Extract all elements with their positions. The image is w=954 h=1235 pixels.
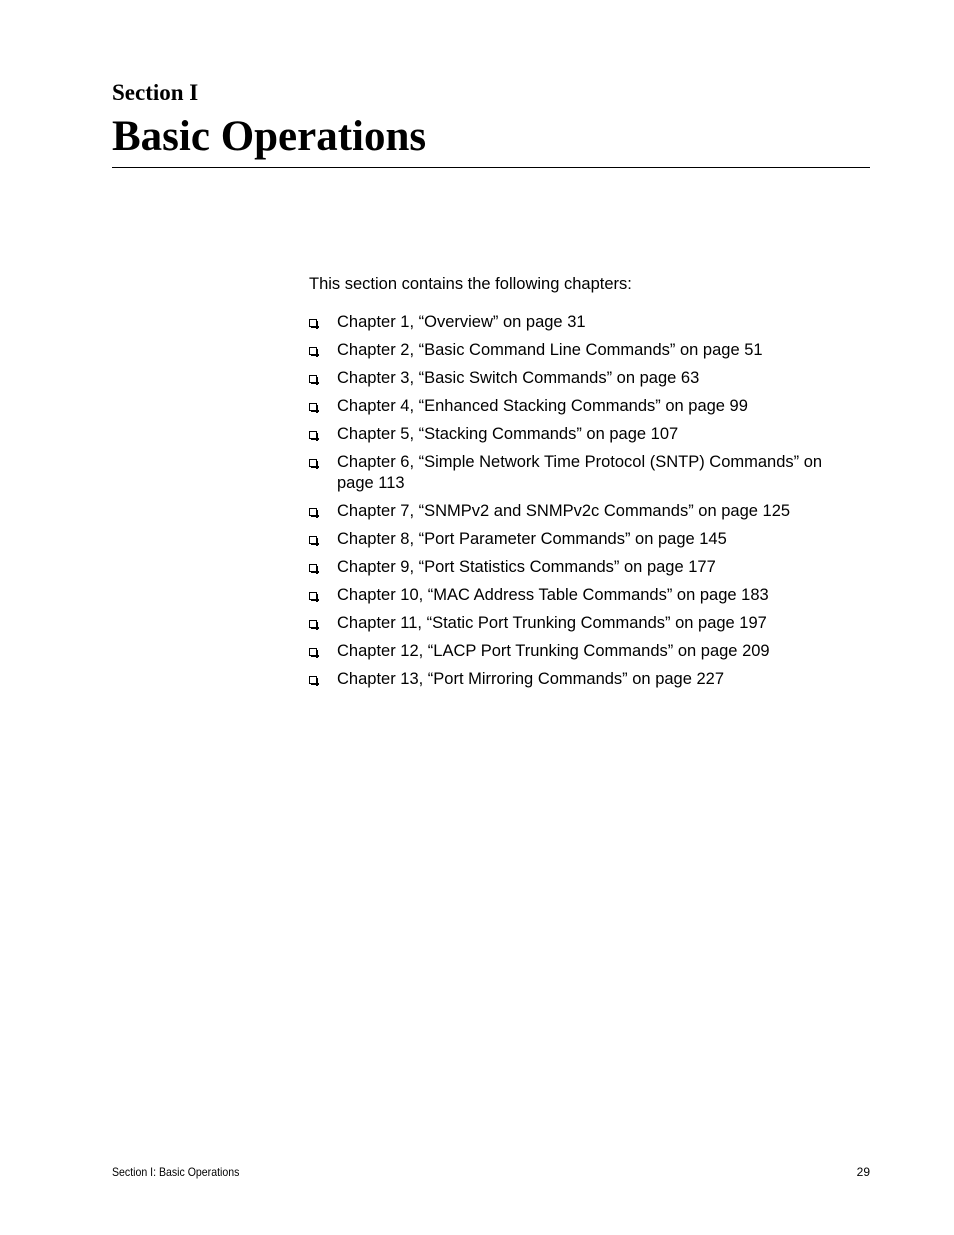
chapter-list-item xyxy=(309,340,854,361)
checkbox-bullet-icon xyxy=(309,319,317,327)
chapter-link[interactable]: Chapter 1, “Overview” on page 31 xyxy=(337,313,586,331)
chapter-list-item xyxy=(309,585,854,606)
title-divider xyxy=(112,167,870,168)
chapter-list-item xyxy=(309,424,854,445)
checkbox-bullet-icon xyxy=(309,676,317,684)
intro-text: This section contains the following chapters: xyxy=(309,275,632,293)
chapter-link[interactable]: Chapter 6, “Simple Network Time Protocol (SNTP) Commands” on page 113 xyxy=(337,453,823,492)
chapter-list-item xyxy=(309,529,854,550)
footer-section-title: Section I: Basic Operations xyxy=(112,1165,240,1179)
chapter-link[interactable]: Chapter 10, “MAC Address Table Commands” on page 183 xyxy=(337,586,769,604)
checkbox-bullet-icon xyxy=(309,592,317,600)
chapter-link[interactable]: Chapter 5, “Stacking Commands” on page 107 xyxy=(337,425,679,443)
checkbox-bullet-icon xyxy=(309,459,317,467)
chapter-list xyxy=(309,312,854,690)
chapter-link[interactable]: Chapter 3, “Basic Switch Commands” on page 63 xyxy=(337,369,700,387)
chapter-list-item xyxy=(309,312,854,333)
checkbox-bullet-icon xyxy=(309,648,317,656)
chapter-link[interactable]: Chapter 11, “Static Port Trunking Commands” on page 197 xyxy=(337,614,767,632)
chapter-list-item xyxy=(309,501,854,522)
checkbox-bullet-icon xyxy=(309,403,317,411)
checkbox-bullet-icon xyxy=(309,347,317,355)
section-content xyxy=(309,274,854,697)
chapter-list-item xyxy=(309,452,854,494)
chapter-list-item xyxy=(309,613,854,634)
checkbox-bullet-icon xyxy=(309,536,317,544)
chapter-list-item xyxy=(309,368,854,389)
chapter-list-item xyxy=(309,557,854,578)
chapter-list-item xyxy=(309,396,854,417)
chapter-link[interactable]: Chapter 4, “Enhanced Stacking Commands” on page 99 xyxy=(337,397,748,415)
footer-page-number: 29 xyxy=(856,1165,870,1179)
chapter-link[interactable]: Chapter 9, “Port Statistics Commands” on page 177 xyxy=(337,558,716,576)
section-label: Section I xyxy=(112,80,199,105)
checkbox-bullet-icon xyxy=(309,620,317,628)
checkbox-bullet-icon xyxy=(309,375,317,383)
chapter-list-item xyxy=(309,641,854,662)
checkbox-bullet-icon xyxy=(309,564,317,572)
page-title: Basic Operations xyxy=(112,113,427,160)
chapter-link[interactable]: Chapter 13, “Port Mirroring Commands” on page 227 xyxy=(337,670,725,688)
checkbox-bullet-icon xyxy=(309,508,317,516)
checkbox-bullet-icon xyxy=(309,431,317,439)
chapter-list-item xyxy=(309,669,854,690)
chapter-link[interactable]: Chapter 12, “LACP Port Trunking Commands” on page 209 xyxy=(337,642,770,660)
chapter-link[interactable]: Chapter 7, “SNMPv2 and SNMPv2c Commands” on page 125 xyxy=(337,502,791,520)
chapter-link[interactable]: Chapter 8, “Port Parameter Commands” on page 145 xyxy=(337,530,727,548)
chapter-link[interactable]: Chapter 2, “Basic Command Line Commands” on page 51 xyxy=(337,341,763,359)
